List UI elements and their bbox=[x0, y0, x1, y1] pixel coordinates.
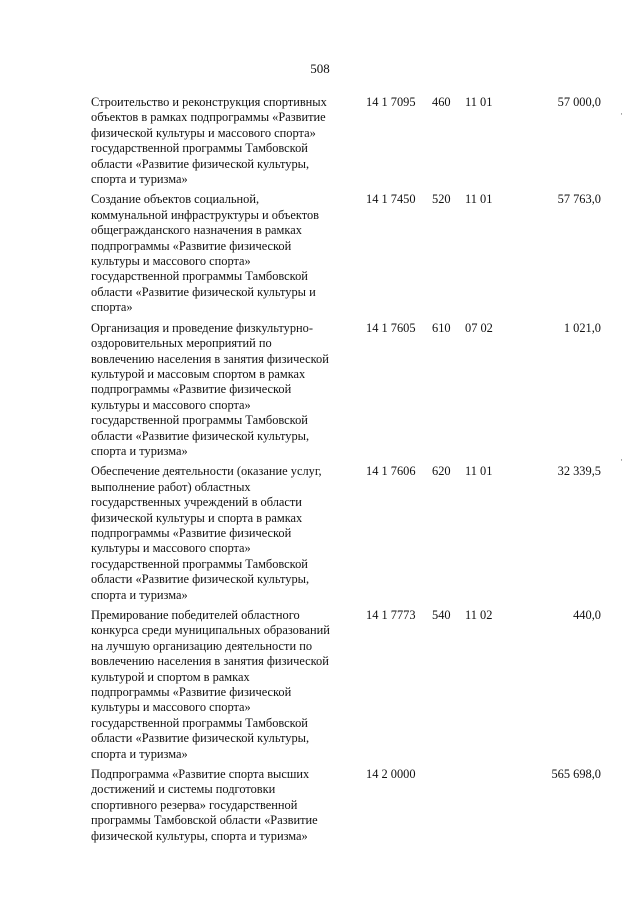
row-target-code: 14 1 7606 bbox=[366, 464, 416, 479]
budget-table bbox=[91, 95, 601, 849]
row-section: 11 02 bbox=[465, 608, 493, 622]
row-expense-type: 540 bbox=[432, 608, 451, 622]
row-description: Подпрограмма «Развитие спорта высших достижений и системы подготовки спортивного резерва» государственной программы Тамбовской области «Развитие физической культуры, спорта и туризма» bbox=[91, 767, 318, 843]
row-expense-type: 520 bbox=[432, 192, 451, 207]
margin-speck: · bbox=[620, 109, 623, 119]
row-description: Обеспечение деятельности (оказание услуг, выполнение работ) областных государственных учреждений в области физической культуры и спорта в рамках подпрограммы «Развитие физической культуры и массового спорта» государственной программы Тамбовской области «Развитие физической культуры, спорта и туризма» bbox=[91, 464, 322, 602]
page-number: 508 bbox=[310, 61, 330, 76]
row-target-code: 14 1 7605 bbox=[366, 320, 416, 335]
row-expense-type: 620 bbox=[432, 464, 451, 479]
row-target-code: 14 1 7095 bbox=[366, 95, 416, 109]
row-amount: 1 021,0 bbox=[563, 320, 601, 335]
row-section: 11 01 bbox=[465, 192, 493, 207]
margin-speck: · bbox=[620, 455, 623, 465]
row-amount: 57 763,0 bbox=[557, 192, 601, 207]
row-section: 11 01 bbox=[465, 464, 493, 479]
row-description: Создание объектов социальной, коммунальной инфраструктуры и объектов общегражданского назначения в рамках подпрограммы «Развитие физической культуры и массового спорта» государственной программы Тамбовской области «Развитие физической культуры и спорта» bbox=[91, 192, 320, 315]
table-row bbox=[91, 464, 601, 603]
row-description: Премирование победителей областного конкурса среди муниципальных образований на лучшую организацию деятельности по вовлечению населения в занятия физической культурой и спортом в рамках подпрограммы «Развитие физической культуры и массового спорта» государственной программы Тамбовской области «Развитие физической культуры, спорта и туризма» bbox=[91, 608, 330, 761]
table-row bbox=[91, 192, 601, 315]
row-amount: 565 698,0 bbox=[551, 767, 601, 782]
row-section: 07 02 bbox=[465, 320, 493, 335]
table-row bbox=[91, 767, 601, 844]
table-row bbox=[91, 608, 601, 762]
row-section: 11 01 bbox=[465, 95, 493, 109]
row-description: Строительство и реконструкция спортивных объектов в рамках подпрограммы «Развитие физической культуры и массового спорта» государственной программы Тамбовской области «Развитие физической культуры, спорта и туризма» bbox=[91, 95, 327, 187]
row-description: Организация и проведение физкультурно- оздоровительных мероприятий по вовлечению населения в занятия физической культурой и массовым спортом в рамках подпрограммы «Развитие физической культуры и массового спорта» государственной программы Тамбовской области «Развитие физической культуры, спорта и туризма» bbox=[91, 320, 329, 458]
row-amount: 32 339,5 bbox=[557, 464, 601, 479]
row-expense-type: 460 bbox=[432, 95, 451, 109]
table-row bbox=[91, 321, 601, 460]
row-amount: 440,0 bbox=[573, 608, 601, 622]
table-row bbox=[91, 95, 601, 187]
row-amount: 57 000,0 bbox=[557, 95, 601, 109]
row-target-code: 14 1 7450 bbox=[366, 192, 416, 207]
row-target-code: 14 2 0000 bbox=[366, 767, 416, 782]
row-target-code: 14 1 7773 bbox=[366, 608, 416, 622]
row-expense-type: 610 bbox=[432, 320, 451, 335]
